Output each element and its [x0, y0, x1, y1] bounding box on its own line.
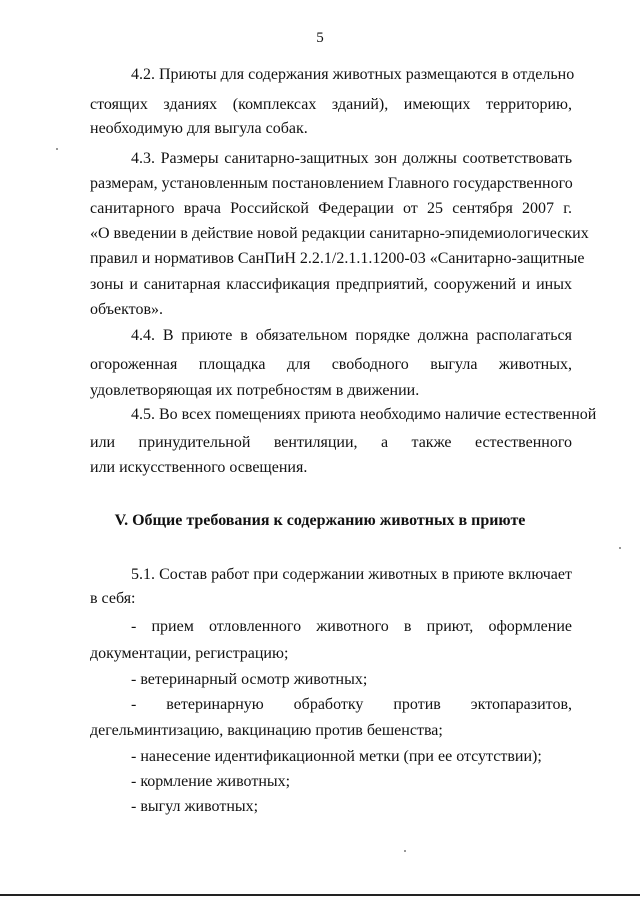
- text-line: или искусственного освещения.: [90, 459, 308, 476]
- text-line: 4.3. Размеры санитарно-защитных зон должны соответствовать: [131, 150, 572, 167]
- list-item: - выгул животных;: [131, 798, 259, 815]
- scan-speck: [404, 850, 406, 852]
- section-heading: V. Общие требования к содержанию животных в приюте: [114, 512, 526, 529]
- text-line: размерам, установленным постановлением Главного государственного: [90, 175, 573, 192]
- page-number: 5: [316, 30, 324, 46]
- text-line: необходимую для выгула собак.: [90, 120, 308, 137]
- text-line: стоящих зданиях (комплексах зданий), имеющих территорию,: [90, 96, 572, 113]
- text-line: дегельминтизацию, вакцинацию против бешенства;: [90, 722, 443, 739]
- text-line: объектов».: [90, 301, 164, 318]
- list-item: - прием отловленного животного в приют, оформление: [131, 618, 572, 635]
- list-item: - кормление животных;: [131, 773, 291, 790]
- text-line: в себя:: [90, 590, 136, 607]
- text-line: или принудительной вентиляции, а также естественного: [90, 434, 572, 451]
- text-line: огороженная площадка для свободного выгула животных,: [90, 356, 572, 373]
- text-line: санитарного врача Российской Федерации от 25 сентября 2007 г.: [90, 200, 572, 217]
- list-item: - ветеринарный осмотр животных;: [131, 671, 368, 688]
- text-line: удовлетворяющая их потребностям в движении.: [90, 382, 420, 399]
- text-line: 4.2. Приюты для содержания животных размещаются в отдельно: [131, 66, 575, 83]
- text-line: документации, регистрацию;: [90, 645, 289, 662]
- text-line: зоны и санитарная классификация предприятий, сооружений и иных: [90, 276, 572, 293]
- text-line: 5.1. Состав работ при содержании животных в приюте включает: [131, 566, 572, 583]
- text-line: 4.4. В приюте в обязательном порядке должна располагаться: [131, 327, 572, 344]
- text-line: «О введении в действие новой редакции санитарно-эпидемиологических: [90, 225, 589, 242]
- list-item: - нанесение идентификационной метки (при ее отсутствии);: [131, 748, 542, 765]
- scan-speck: [619, 547, 621, 549]
- text-line: 4.5. Во всех помещениях приюта необходимо наличие естественной: [131, 406, 597, 423]
- text-line: правил и нормативов СанПиН 2.2.1/2.1.1.1200-03 «Санитарно-защитные: [90, 250, 585, 267]
- list-item: - ветеринарную обработку против эктопаразитов,: [131, 696, 572, 713]
- scan-speck: [56, 148, 58, 150]
- page-bottom-edge: [0, 894, 640, 896]
